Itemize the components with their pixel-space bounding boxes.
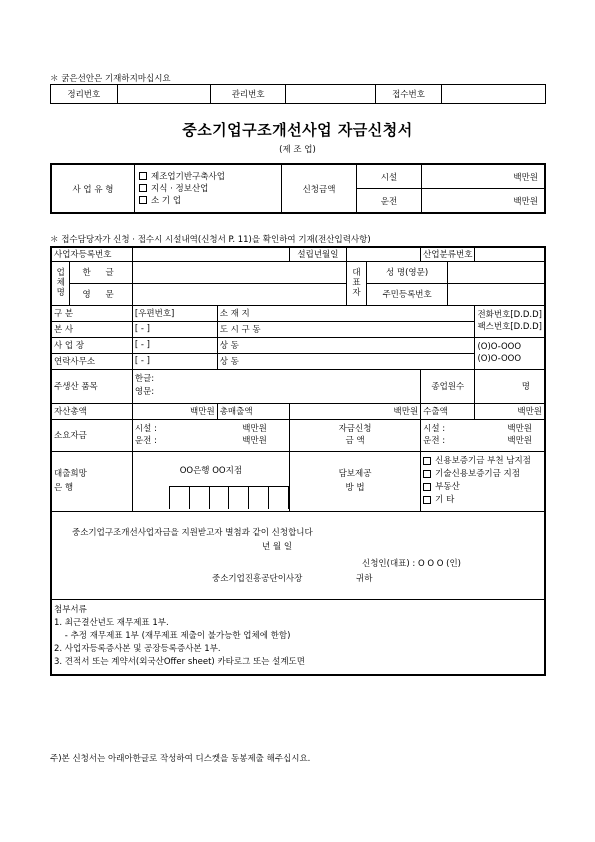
est-date-value[interactable] [347, 247, 421, 261]
business-type-table [50, 163, 546, 214]
rep-label: 대표자 [347, 261, 367, 305]
checkbox-icon [423, 496, 431, 504]
operation-unit[interactable]: 백만원 [422, 189, 546, 214]
phone-fax-header: 전화번호[D.D.D] 팩스번호[D.D.D] [475, 305, 545, 337]
attachment-item: - 추정 재무제표 1부 (재무제표 제출이 불가능한 업체에 한함) [54, 630, 291, 641]
statement-date[interactable]: 년 월 일 [262, 541, 293, 552]
bank-value: OO은행 OO지점 [179, 465, 243, 476]
industry-label: 산업분류번호 [421, 247, 475, 261]
checkbox-icon [423, 457, 431, 465]
attachment-item: 1. 최근결산년도 재무제표 1부. [54, 617, 169, 628]
option-manufacturing[interactable]: 제조업기반구축사업 [139, 171, 279, 183]
sales-unit[interactable]: 백만원 [289, 403, 420, 419]
amount-label: 신청금액 [282, 164, 357, 213]
product-values[interactable]: 한글: 영문: [132, 369, 420, 403]
page-subtitle: (제 조 업) [279, 145, 316, 155]
mgmt-value[interactable] [285, 85, 375, 104]
contact-label: 연락사무소 [51, 353, 132, 369]
company-ko-label: 한 글 [70, 261, 133, 283]
assets-label: 자산총액 [51, 403, 132, 419]
rep-name-value[interactable] [448, 261, 545, 283]
rep-name-label: 성 명(영문) [366, 261, 447, 283]
collateral-options: 신용보증기금 부천 남지점 기술신용보증기금 지점 부동산 기 타 [421, 451, 545, 511]
checkbox-icon [423, 470, 431, 478]
company-label: 업체명 [51, 261, 70, 305]
checkbox-icon [139, 184, 147, 192]
assets-unit[interactable]: 백만원 [132, 403, 217, 419]
statement-cell [51, 511, 545, 599]
facility-unit[interactable]: 백만원 [422, 164, 546, 189]
statement-honor: 귀하 [356, 573, 373, 584]
account-boxes [169, 486, 289, 509]
collateral-label: 담보제공 방 법 [289, 451, 420, 511]
biz-no-label: 사업자등록번호 [51, 247, 132, 261]
option-small[interactable]: 소 기 업 [139, 195, 279, 207]
bank-label: 대출희망 은 행 [51, 451, 132, 511]
statement-text: 중소기업구조개선사업자금을 지원받고자 별첨과 같이 신청합니다 [72, 527, 313, 538]
company-en-label: 영 문 [70, 283, 133, 305]
plant-postal[interactable]: [ - ] [132, 337, 217, 353]
employees-label: 종업원수 [421, 369, 475, 403]
hq-address[interactable]: 도 시 구 동 [217, 321, 475, 337]
footer-note: 주)본 신청서는 아래아한글로 작성하여 디스켓을 동봉제출 해주십시요. [50, 754, 311, 764]
checkbox-icon [423, 483, 431, 491]
mgmt-label: 관리번호 [211, 85, 286, 104]
operation-label: 운전 [357, 189, 422, 214]
exports-unit[interactable]: 백만원 [475, 403, 545, 419]
contact-postal[interactable]: [ - ] [132, 353, 217, 369]
industry-value[interactable] [475, 247, 545, 261]
hq-label: 본 사 [51, 321, 132, 337]
recv-label: 접수번호 [375, 85, 442, 104]
attachments-title: 첨부서류 [54, 604, 87, 615]
top-note: ＊ 굵은선안은 기재하지마십시요 [50, 74, 171, 84]
id-table [50, 84, 546, 104]
biz-no-value[interactable] [132, 247, 289, 261]
product-label: 주생산 품목 [51, 369, 132, 403]
option-knowledge[interactable]: 지식 · 정보산업 [139, 183, 279, 195]
exports-label: 수출액 [421, 403, 475, 419]
reg-label: 정리번호 [51, 85, 118, 104]
business-type-label: 사 업 유 형 [51, 164, 135, 213]
employees-unit[interactable]: 명 [475, 369, 545, 403]
need-values[interactable]: 시설 : 백만원 운전 : 백만원 [132, 419, 289, 451]
attachment-item: 3. 견적서 또는 계약서(외국산Offer sheet) 카타로그 또는 설계도면 [54, 656, 305, 667]
resident-no-label: 주민등록번호 [366, 283, 447, 305]
checkbox-icon [139, 196, 147, 204]
intake-note: ＊ 접수담당자가 신청 · 접수시 시설내역(신청서 P. 11)을 확인하여 기재(전산입력사항) [50, 235, 371, 245]
plant-address[interactable]: 상 동 [217, 337, 475, 353]
main-form-table [50, 246, 546, 676]
phone-values[interactable]: (O)O-OOO (O)O-OOO [475, 337, 545, 369]
resident-no-value[interactable] [448, 283, 545, 305]
postal-label: [우편번호] [132, 305, 217, 321]
company-en-value[interactable] [132, 283, 346, 305]
address-header: 소 재 지 [217, 305, 475, 321]
statement-applicant[interactable]: 신청인(대표) : O O O (인) [362, 558, 461, 569]
recv-value[interactable] [442, 85, 546, 104]
sales-label: 총매출액 [217, 403, 289, 419]
company-ko-value[interactable] [132, 261, 346, 283]
own-label: 자금신청 금 액 [289, 419, 420, 451]
attachments-cell [51, 599, 545, 675]
statement-to: 중소기업진흥공단이사장 [212, 573, 303, 584]
est-date-label: 설립년월일 [289, 247, 346, 261]
attachment-item: 2. 사업자등록증사본 및 공장등록증사본 1부. [54, 643, 221, 654]
business-type-options [135, 164, 282, 213]
page-title: 중소기업구조개선사업 자금신청서 [182, 121, 413, 139]
facility-label: 시설 [357, 164, 422, 189]
section-label: 구 분 [51, 305, 132, 321]
hq-postal[interactable]: [ - ] [132, 321, 217, 337]
plant-label: 사 업 장 [51, 337, 132, 353]
own-values[interactable]: 시설 : 백만원 운전 : 백만원 [421, 419, 545, 451]
reg-value[interactable] [117, 85, 211, 104]
need-label: 소요자금 [51, 419, 132, 451]
checkbox-icon [139, 172, 147, 180]
bank-cell[interactable] [132, 451, 289, 511]
contact-address[interactable]: 상 동 [217, 353, 475, 369]
